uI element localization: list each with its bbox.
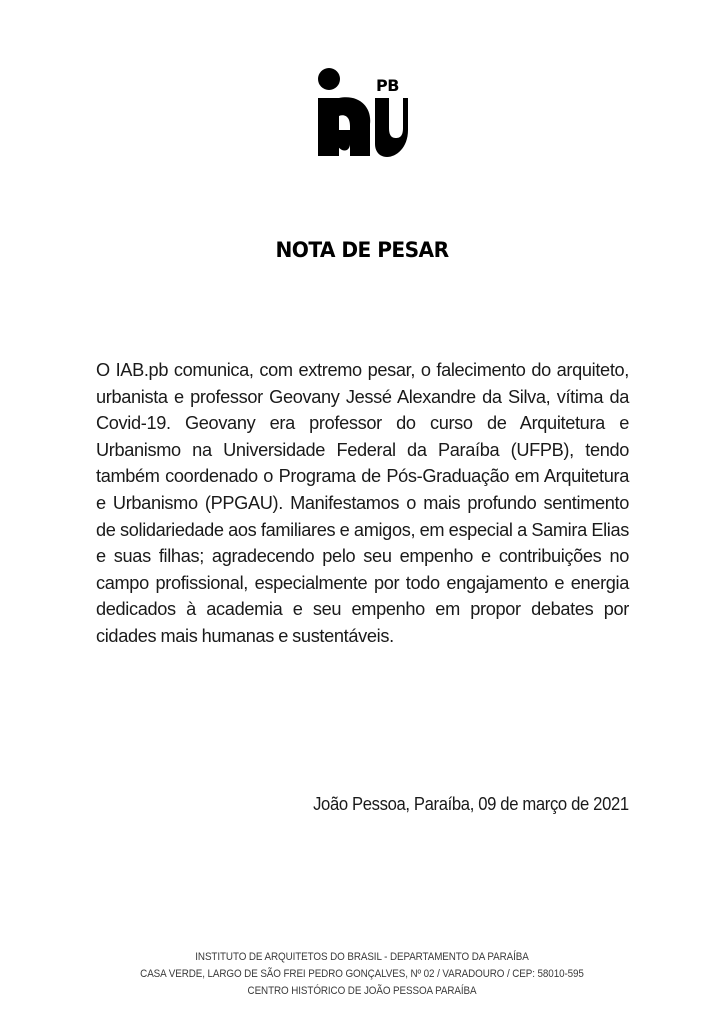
footer-line-address: CASA VERDE, LARGO DE SÃO FREI PEDRO GONÇALVES, Nº 02 / VARADOURO / CEP: 58010-595: [140, 968, 584, 980]
footer-line-city: CENTRO HISTÓRICO DE JOÃO PESSOA PARAÍBA: [247, 985, 477, 997]
footer-address: [0, 949, 724, 1000]
place-and-date: João Pessoa, Paraíba, 09 de março de 2021: [313, 793, 629, 814]
page-title: NOTA DE PESAR: [275, 238, 449, 262]
condolence-message: O IAB.pb comunica, com extremo pesar, o falecimento do arquiteto, urbanista e professor Geovany Jessé Alexandre da Silva, vítima da Covid-19. Geovany era professor do curso de Arquitetura e Urbanismo na Universidade Federal da Paraíba (UFPB), tendo também coordenado o Programa de Pós-Graduação em Arquitetura e Urbanismo (PPGAU). Manifestamos o mais profundo sentimento de solidariedade aos familiares e amigos, em especial a Samira Elias e suas filhas; agradecendo pelo seu empenho e contribuições no campo profissional, especialmente por todo engajamento e energia dedicados à academia e seu empenho em propor debates por cidades mais humanas e sustentáveis.: [96, 360, 629, 646]
footer-line-institution: INSTITUTO DE ARQUITETOS DO BRASIL - DEPARTAMENTO DA PARAÍBA: [195, 951, 529, 963]
iab-pb-logo: [312, 64, 412, 160]
logo-suffix: PB: [376, 76, 399, 95]
